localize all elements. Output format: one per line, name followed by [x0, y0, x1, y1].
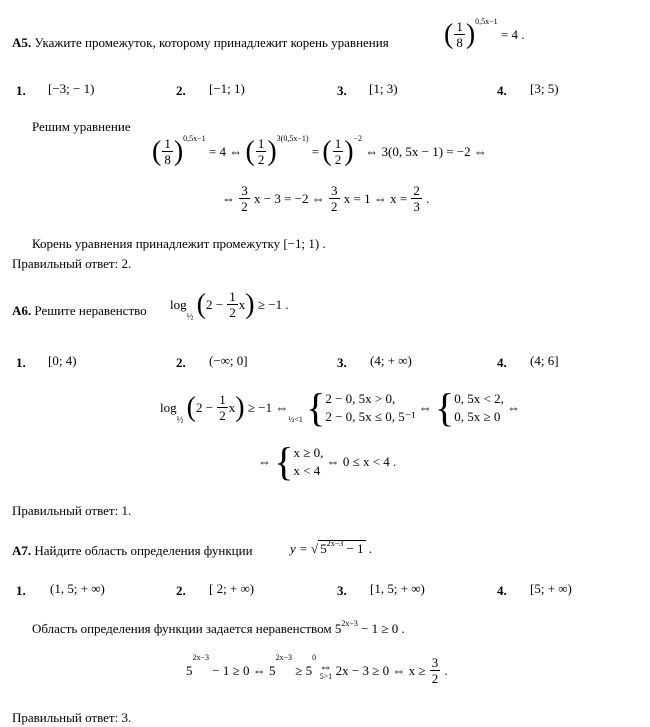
- a6-answer: Правильный ответ: 1.: [12, 503, 132, 518]
- a5-equation: ( $\frac{1}{8}$ )$^{0,5x-1}$ = 4 .: [444, 17, 525, 50]
- a5-solve-label: Решим уравнение: [32, 119, 131, 134]
- a6-option-1-value: [0; 4): [48, 353, 77, 368]
- a5-solution-line-2: ⇔ $\frac{3}{2}$ x − 3 = −2 ⇔ $\frac{3}{2}$ x = 1 ⇔ x = $\frac{2}{3}$ .: [222, 183, 430, 214]
- a7-function: y = √ $5^{2x-3} - 1$ .: [290, 539, 373, 556]
- a5-answer: Правильный ответ: 2.: [12, 256, 132, 271]
- a6-option-3-num: 3.: [337, 355, 347, 370]
- a7-answer: Правильный ответ: 3.: [12, 710, 132, 725]
- a5-question: [12, 36, 389, 49]
- a6-option-1-num: 1.: [16, 355, 26, 370]
- a5-rhs: = 4 .: [500, 27, 525, 42]
- a6-text: Решите неравенство: [34, 303, 147, 318]
- a7-label: А7.: [12, 543, 32, 558]
- a5-option-2-value: [−1; 1): [209, 81, 245, 96]
- a7-option-1-value: (1, 5; + ∞): [50, 581, 105, 596]
- a7-option-1-num: 1.: [16, 583, 26, 598]
- a6-solution-line-1: $\log_{\frac{1}{2}} (2$ − $\frac{1}{2}$ x) ≥ −1 ⇔ ½<1 { 2 − 0, 5x > 0, 2 − 0, 5x ≤ 0, 5⁻¹ ⇔ { 0, 5x < 2, 0, 5x ≥ 0 ⇔: [160, 384, 521, 430]
- a5-solution-line-1: ( $\frac{1}{8}$ )$^{0,5x-1}$ = 4 ⇔ ( $\frac{1}{2}$ )$^{3(0,5x-1)}$ = ( $\frac{1}{2}$ )$^{-2}$ ⇔ 3(0, 5x − 1) = −2 ⇔: [152, 134, 487, 167]
- a5-option-1-value: [−3; − 1): [48, 81, 95, 96]
- a7-option-3-value: [1, 5; + ∞): [370, 581, 425, 596]
- a5-option-2-num: 2.: [176, 83, 186, 98]
- a5-option-3-value: [1; 3): [369, 81, 398, 96]
- a7-solution: $5^{2x-3} - 1 \ge 0$ ⇔ $5^{2x-3} \ge 5^0$ ⇔ 5>1 2x − 3 ≥ 0 ⇔ x ≥ $\frac{3}{2}$ .: [186, 653, 448, 686]
- a6-option-4-num: 4.: [497, 355, 507, 370]
- a5-conclusion: Корень уравнения принадлежит промежутку [−1; 1) .: [32, 236, 326, 251]
- a7-option-2-value: [ 2; + ∞): [209, 581, 255, 596]
- a7-option-4-value: [5; + ∞): [530, 581, 572, 596]
- a7-question: [12, 544, 253, 557]
- a6-option-3-value: (4; + ∞): [370, 353, 412, 368]
- a7-option-3-num: 3.: [337, 583, 347, 598]
- a6-option-2-value: (−∞; 0]: [209, 353, 248, 368]
- a6-question: [12, 304, 147, 317]
- a6-option-4-value: (4; 6]: [530, 353, 559, 368]
- a6-label: А6.: [12, 303, 32, 318]
- a6-inequality: $\log_{\frac{1}{2}} (2$ − $\frac{1}{2}$ x) ≥ −1 .: [170, 288, 289, 322]
- a7-option-2-num: 2.: [176, 583, 186, 598]
- a6-solution-line-2: ⇔ { x ≥ 0, x < 4 ⇔ 0 ≤ x < 4 .: [258, 438, 397, 484]
- a7-domain-line: Область определения функции задается неравенством $5^{2x-3} - 1 \ge 0$ .: [32, 619, 405, 636]
- a5-label: А5.: [12, 35, 32, 50]
- a5-option-4-value: [3; 5): [530, 81, 559, 96]
- a5-exp: 0,5x−1: [475, 17, 498, 26]
- a5-option-1-num: 1.: [16, 83, 26, 98]
- a6-option-2-num: 2.: [176, 355, 186, 370]
- a5-option-4-num: 4.: [497, 83, 507, 98]
- a5-text: Укажите промежуток, которому принадлежит корень уравнения: [34, 35, 389, 50]
- a7-text: Найдите область определения функции: [34, 543, 253, 558]
- a7-option-4-num: 4.: [497, 583, 507, 598]
- a5-option-3-num: 3.: [337, 83, 347, 98]
